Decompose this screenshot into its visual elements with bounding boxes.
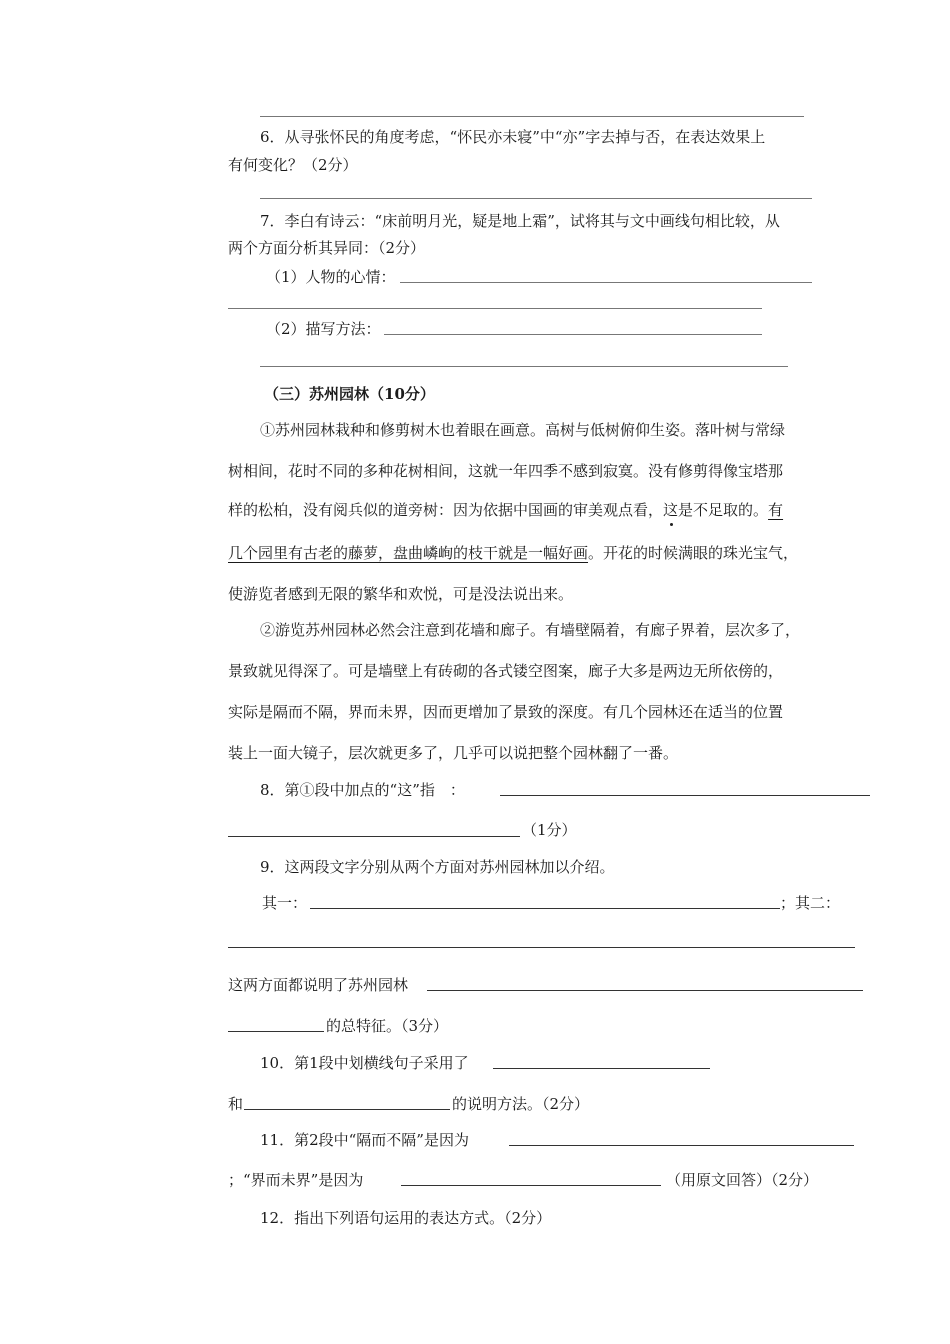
answer-line xyxy=(260,116,804,117)
answer-line xyxy=(260,366,788,367)
underlined-sentence: 几个园里有古老的藤萝，盘曲嶙峋的枝干就是一幅好画 xyxy=(228,544,589,562)
para2-line2: 景致就见得深了。可是墙壁上有砖砌的各式镂空图案，廊子大多是两边无所依傍的， xyxy=(228,662,784,680)
answer-line xyxy=(228,308,762,309)
q10-post: 的说明方法。（2分） xyxy=(452,1095,590,1113)
answer-line xyxy=(228,1031,324,1032)
q7-line1: 7．李白有诗云：“床前明月光，疑是地上霜”，试将其与文中画线句相比较，从 xyxy=(260,212,780,230)
answer-line xyxy=(493,1068,710,1069)
q10-and: 和 xyxy=(228,1095,244,1113)
answer-line xyxy=(400,282,812,283)
answer-line xyxy=(384,334,762,335)
q9-summary-post: 的总特征。（3分） xyxy=(326,1017,449,1035)
q11-line2-pre: ；“界而未界”是因为 xyxy=(228,1171,364,1189)
para1-line2: 树相间，花时不同的多种花树相间，这就一年四季不感到寂寞。没有修剪得像宝塔那 xyxy=(228,462,784,480)
q6-line1: 6．从寻张怀民的角度考虑，“怀民亦未寝”中“亦”字去掉与否，在表达效果上 xyxy=(260,128,766,146)
q12-line1: 12．指出下列语句运用的表达方式。（2分） xyxy=(260,1209,552,1227)
q6-line2: 有何变化？（2分） xyxy=(228,156,358,174)
q7-sub1-label: （1）人物的心情： xyxy=(266,268,396,286)
q8-line1: 8．第①段中加点的“这”指 ： xyxy=(260,781,465,799)
q9-first-label: 其一： xyxy=(262,894,308,912)
q7-line2: 两个方面分析其异同：（2分） xyxy=(228,239,426,257)
para2-line4: 装上一面大镜子，层次就更多了，几乎可以说把整个园林翻了一番。 xyxy=(228,744,679,762)
answer-line xyxy=(310,908,780,909)
q11-line1: 11．第2段中“隔而不隔”是因为 xyxy=(260,1131,469,1149)
para1-line5: 使游览者感到无限的繁华和欢悦，可是没法说出来。 xyxy=(228,585,574,603)
q11-line2-post: （用原文回答）（2分） xyxy=(666,1171,819,1189)
para2-line1: ②游览苏州园林必然会注意到花墙和廊子。有墙壁隔着，有廊子界着，层次多了， xyxy=(260,621,801,639)
q10-line1: 10．第1段中划横线句子采用了 xyxy=(260,1054,469,1072)
answer-line xyxy=(244,1109,450,1110)
underlined-sentence-start: 有 xyxy=(768,501,784,519)
answer-line xyxy=(427,990,863,991)
para1-line4 xyxy=(228,543,798,563)
emphasis-dot-char: 这 xyxy=(663,501,679,519)
answer-line xyxy=(401,1185,661,1186)
para1-line4-post: 。开花的时候满眼的珠光宝气， xyxy=(588,544,799,562)
para1-line3-pre: 样的松柏，没有阅兵似的道旁树：因为依据中国画的审美观点看， xyxy=(228,501,664,519)
answer-line xyxy=(500,795,870,796)
answer-line xyxy=(509,1145,854,1146)
answer-line xyxy=(228,947,855,948)
answer-line xyxy=(260,198,812,199)
para2-line3: 实际是隔而不隔，界而未界，因而更增加了景致的深度。有几个园林还在适当的位置 xyxy=(228,703,784,721)
answer-line xyxy=(228,836,520,837)
q8-score: （1分） xyxy=(522,821,577,839)
section-title: （三）苏州园林（10分） xyxy=(264,385,435,403)
para1-line1: ①苏州园林栽种和修剪树木也着眼在画意。高树与低树俯仰生姿。落叶树与常绿 xyxy=(260,421,786,439)
para1-line3 xyxy=(228,500,783,520)
q9-second-label: ；其二： xyxy=(780,894,841,912)
q9-line1: 9．这两段文字分别从两个方面对苏州园林加以介绍。 xyxy=(260,858,615,876)
q7-sub2-label: （2）描写方法： xyxy=(266,320,381,338)
q9-summary-pre: 这两方面都说明了苏州园林 xyxy=(228,976,409,994)
para1-line3-post: 是不足取的。 xyxy=(678,501,769,519)
